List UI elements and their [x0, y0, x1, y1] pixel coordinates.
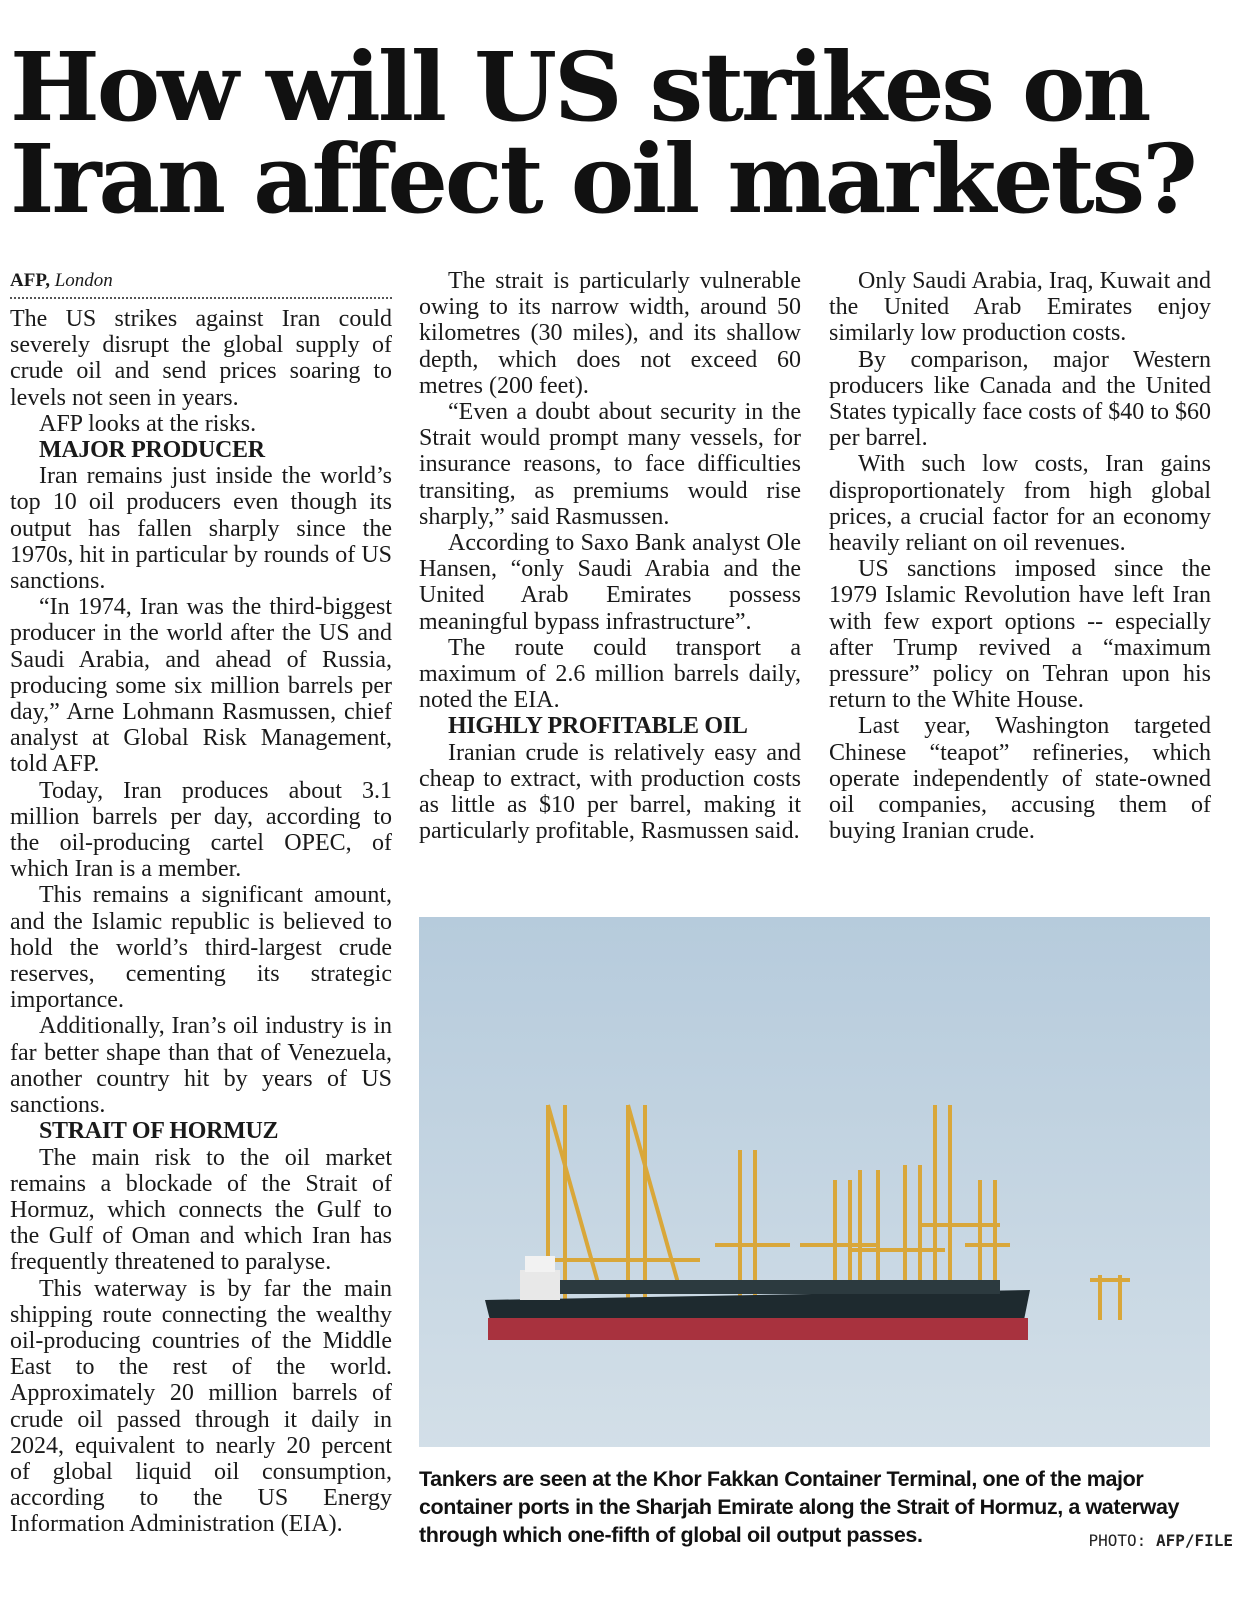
photo-credit: [1089, 1531, 1234, 1550]
column-1: [10, 268, 392, 1538]
photo-credit-label: PHOTO:: [1088, 1531, 1147, 1550]
paragraph: The main risk to the oil market remains a blockade of the Strait of Hormuz, which connects the Gulf to the Gulf of Oman and which Iran has frequently threatened to paralyse.: [10, 1144, 392, 1276]
byline-divider: [10, 297, 392, 299]
byline-agency: AFP,: [10, 270, 50, 291]
headline: How will US strikes on Iran affect oil markets?: [10, 32, 1195, 235]
paragraph: Today, Iran produces about 3.1 million barrels per day, according to the oil-producing cartel OPEC, of which Iran is a member.: [10, 777, 392, 883]
subheading-strait-of-hormuz: STRAIT OF HORMUZ: [39, 1118, 279, 1145]
port-photo: [419, 917, 1210, 1447]
paragraph: The route could transport a maximum of 2.6 million barrels daily, noted the EIA.: [419, 634, 801, 714]
paragraph: By comparison, major Western producers like Canada and the United States typically face costs of $40 to $60 per barrel.: [829, 346, 1211, 452]
paragraph: “In 1974, Iran was the third-biggest producer in the world after the US and Saudi Arabia, and ahead of Russia, producing some six million barrels per day,” Arne Lohmann Rasmussen, chief analyst at Global Risk Management, told AFP.: [10, 594, 392, 778]
paragraph: The US strikes against Iran could severely disrupt the global supply of crude oil and send prices soaring to levels not seen in years.: [10, 306, 392, 411]
paragraph: Iranian crude is relatively easy and cheap to extract, with production costs as little as $10 per barrel, making it particularly profitable, Rasmussen said.: [419, 739, 801, 845]
subheading-highly-profitable-oil: HIGHLY PROFITABLE OIL: [448, 713, 748, 740]
byline: [10, 268, 392, 294]
paragraph: According to Saxo Bank analyst Ole Hansen, “only Saudi Arabia and the United Arab Emirates possess meaningful bypass infrastructure”.: [419, 530, 801, 635]
paragraph: Last year, Washington targeted Chinese “teapot” refineries, which operate independently of state-owned oil companies, accusing them of buying Iranian crude.: [829, 713, 1211, 845]
sky: [419, 917, 1210, 1447]
paragraph: This waterway is by far the main shipping route connecting the wealthy oil-producing countries of the Middle East to the rest of the world. Approximately 20 million barrels of crude oil passed through it daily in 2024, equivalent to nearly 20 percent of global liquid oil consumption, according to the US Energy Information Administration (EIA).: [10, 1275, 392, 1538]
paragraph: Additionally, Iran’s oil industry is in far better shape than that of Venezuela, another country hit by years of US sanctions.: [10, 1013, 392, 1119]
paragraph: US sanctions imposed since the 1979 Islamic Revolution have left Iran with few export options -- especially after Trump revived a “maximum pressure” policy on Tehran upon his return to the White House.: [829, 556, 1211, 714]
paragraph: With such low costs, Iran gains disproportionately from high global prices, a crucial factor for an economy heavily reliant on oil revenues.: [829, 451, 1211, 557]
column-3: [829, 268, 1211, 844]
column-2: [419, 268, 801, 844]
photo-credit-source: AFP/FILE: [1155, 1531, 1233, 1550]
byline-location: London: [54, 270, 113, 291]
paragraph: Only Saudi Arabia, Iraq, Kuwait and the United Arab Emirates enjoy similarly low production costs.: [829, 268, 1211, 347]
paragraph: The strait is particularly vulnerable owing to its narrow width, around 50 kilometres (30 miles), and its shallow depth, which does not exceed 60 metres (200 feet).: [419, 268, 801, 399]
subheading-major-producer: MAJOR PRODUCER: [39, 437, 265, 464]
paragraph: AFP looks at the risks.: [39, 410, 257, 437]
paragraph: This remains a significant amount, and the Islamic republic is believed to hold the world’s third-largest crude reserves, cementing its strategic importance.: [10, 882, 392, 1014]
paragraph: “Even a doubt about security in the Strait would prompt many vessels, for insurance reasons, to face difficulties transiting, as premiums would rise sharply,” said Rasmussen.: [419, 399, 801, 530]
paragraph: Iran remains just inside the world’s top 10 oil producers even though its output has fallen sharply since the 1970s, hit in particular by rounds of US sanctions.: [10, 463, 392, 595]
photo-caption: Tankers are seen at the Khor Fakkan Container Terminal, one of the major container ports in the Sharjah Emirate along the Strait of Hormuz, a waterway through which one-fifth of global oil output passes.: [419, 1467, 1180, 1547]
